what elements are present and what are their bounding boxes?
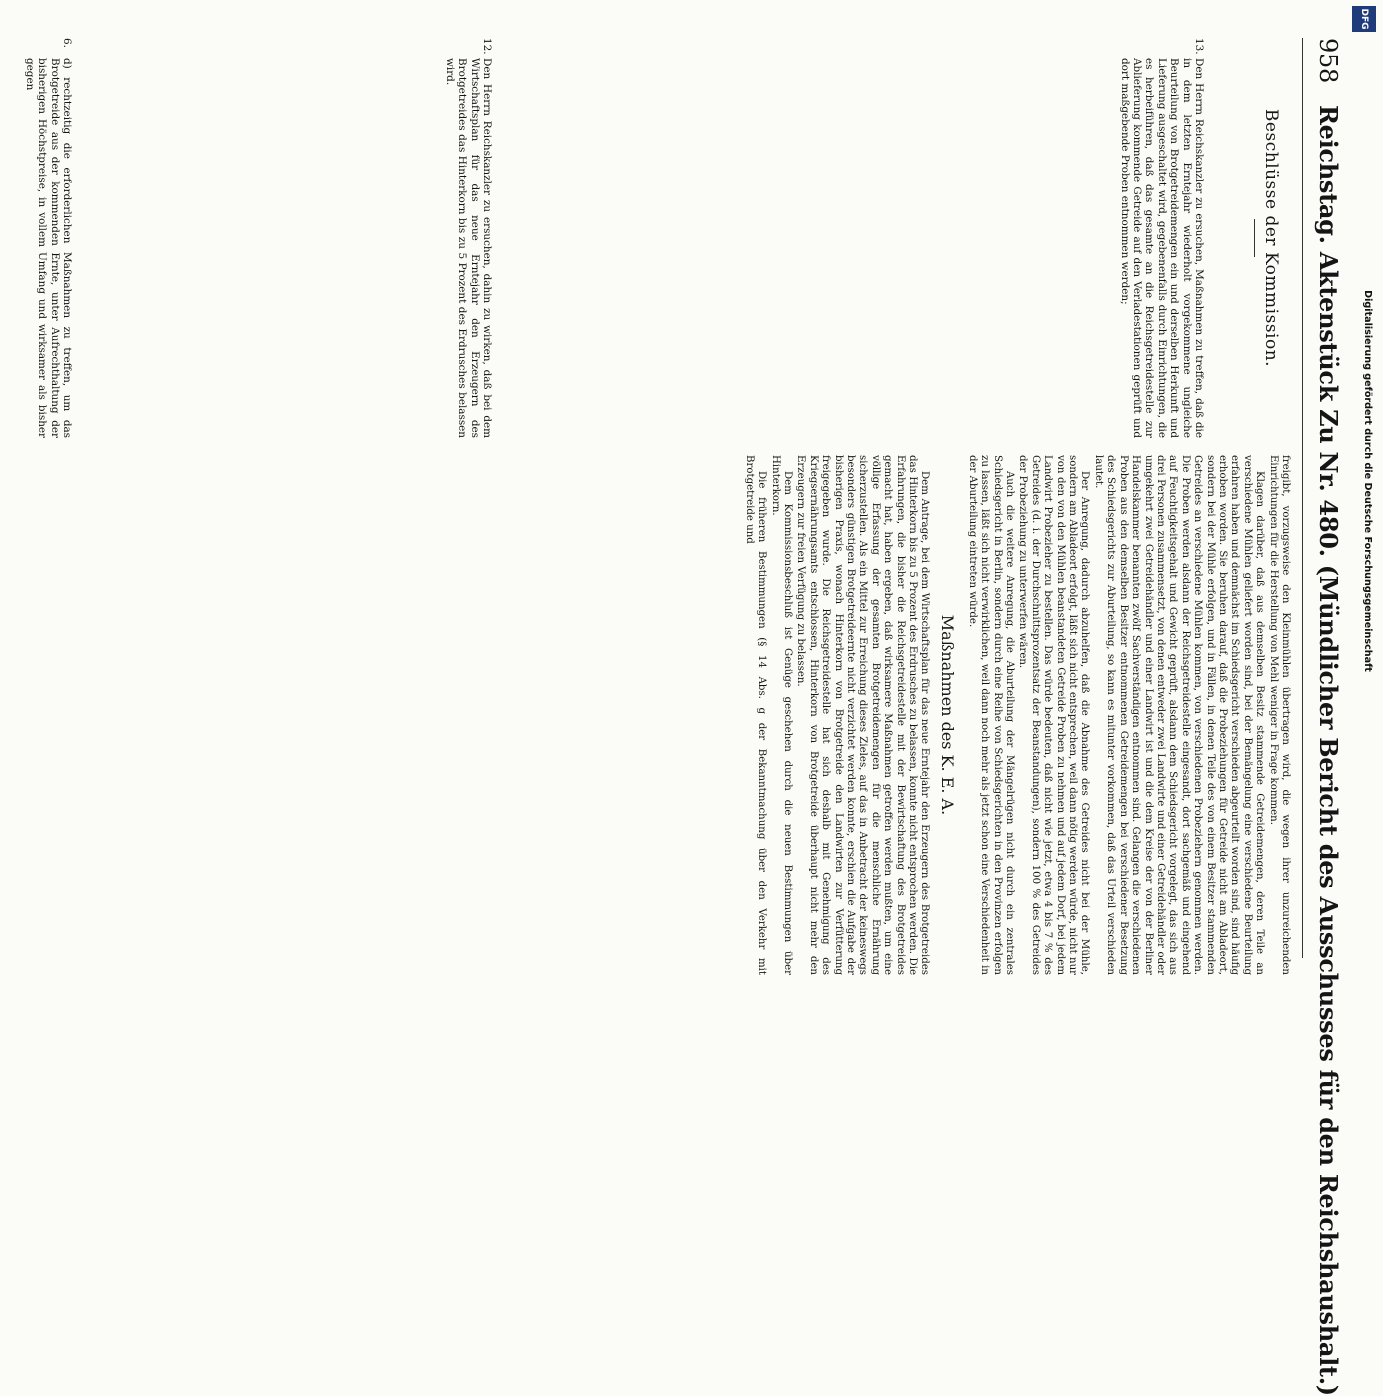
- section-heading: Maßnahmen des K. E. A.: [938, 614, 958, 816]
- page-number: 958: [1314, 38, 1342, 83]
- heading-divider: [1254, 219, 1255, 257]
- dfg-logo-text: DFG: [1359, 8, 1369, 30]
- digitization-strip: [1352, 6, 1376, 994]
- page-header: [1302, 38, 1343, 1396]
- paragraph: Der Anregung, dadurch abzuhelfen, daß die Abnahme des Getreides nicht bei der Mühle, sondern am Abladeort erfolgt, läßt sich nicht entsprechen, weil dann nötig werden würde, nicht nur von den von den Mühlen beanstandeten Getreide Proben zu nehmen und auf jedem Dorf, bei jedem Landwirt Probezieher zu bestellen. Das würde bedeuten, daß nicht wie jetzt, etwa 4 bis 7 % des Getreides (d. i. der Durchschnittsprozentsatz der Beanstandungen), sondern 100 % des Getreides der Probeziehung zu unterwerfen wären.: [1017, 455, 1091, 975]
- resolution-item: [1118, 38, 1205, 438]
- right-column: [11, 455, 1291, 975]
- paragraph: freigibt, vorzugsweise den Kleinmühlen übertragen wird, die wegen ihrer unzureichenden Einrichtungen für die Herstellung von Mehl weniger in Frage kommen.: [1267, 455, 1291, 975]
- paragraph: Auch die weitere Anregung, die Aburteilung der Mängelrügen nicht durch ein zentrales Schiedsgericht in Berlin, sondern durch eine Reihe von Schiedsgerichten in den Provinzen erfolgen zu lassen, läßt sich nicht verwirklichen, weil dann noch mehr als jetzt schon eine Verschiedenheit in der Aburteilung eintreten würde.: [966, 455, 1016, 975]
- item-number: 12.: [481, 38, 493, 55]
- item-text: Den Herrn Reichskanzler zu ersuchen, dahin zu wirken, daß bei dem Wirtschaftsplan für das neue Erntejahr den Erzeugern des Brotgetreides das Hinterkorn bis zu 5 Prozent des Erdrusches belassen wird.: [443, 58, 493, 438]
- paragraph: Dem Kommissionsbeschluß ist Genüge geschehen durch die neuen Bestimmungen über Hinterkorn.: [769, 455, 793, 975]
- item-number: 13.: [1193, 38, 1205, 55]
- item-text: Den Herrn Reichskanzler zu ersuchen, Maßnahmen zu treffen, daß die in dem letzten Erntejahr wiederholt vorgekommene ungleiche Beurteilung von Brotgetreidemengen ein und derselben Herkunft und Lieferung ausgeschaltet wird, gegebenenfalls durch Einrichtungen, die es herbeiführen, daß das gesamte an die Reichsgetreidestelle zur Ablieferung kommende Getreide auf den Verladestationen geprüft und dort maßgebende Proben entnommen werden;: [1118, 58, 1205, 438]
- item-number: 6.: [61, 38, 73, 48]
- left-column: [11, 38, 1291, 438]
- item-text: d) rechtzeitig die erforderlichen Maßnahmen zu treffen, um das Brotgetreide aus der kommenden Ernte, unter Aufrechthaltung der bisherigen Höchstpreise, in vollem Umfang und wirksamer als bisher gegen: [23, 58, 73, 438]
- resolution-item: [443, 38, 493, 438]
- resolution-item: [23, 38, 73, 438]
- page-title: Reichstag. Aktenstück Zu Nr. 480. (Mündlicher Bericht des Ausschusses für den Reichshaushalt.): [1314, 104, 1343, 1396]
- dfg-logo: [1352, 6, 1376, 32]
- paragraph: Klagen darüber, daß aus demselben Besitz stammende Getreidemengen, deren Teile an verschiedene Mühlen geliefert worden sind, bei der Bemängelung eine verschiedene Beurteilung erfahren haben und demnächst im Schiedsgericht verschieden abgeurteilt worden sind, sind häufig erhoben worden. Sie beruhen darauf, daß die Probeziehungen für Getreide nicht am Abladeort, sondern bei der Mühle erfolgen, und in Fällen, in denen Teile des von einem Besitzer stammenden Getreides an verschiedene Mühlen kommen, von verschiedenen Probeziehern genommen werden. Die Proben werden alsdann der Reichsgetreidestelle eingesandt, dort sachgemäß und eingehend auf Feuchtigkeitsgehalt und Gewicht geprüft, alsdann dem Schiedsgericht vorgelegt, das sich aus drei Personen zusammensetzt, von denen entweder zwei Landwirte und einer Getreidehändler oder umgekehrt zwei Getreidehändler und einer Landwirt ist und die dem Kreise der von der Berliner Handelskammer benannten zwölf Sachverständigen entnommen sind. Gelangen die verschiedenen Proben aus den demselben Besitzer entnommenen Getreidemengen bei verschiedener Besetzung des Schiedsgerichts zur Aburteilung, so kann es mitunter vorkommen, daß das Urteil verschieden lautet.: [1092, 455, 1266, 975]
- digitization-note: Digitalisierung gefördert durch die Deutsche Forschungsgemeinschaft: [1362, 290, 1373, 672]
- paragraph: Die früheren Bestimmungen (§ 14 Abs. g der Bekanntmachung über den Verkehr mit Brotgetreide und: [743, 455, 768, 975]
- paragraph: Dem Antrage, bei dem Wirtschaftsplan für das neue Erntejahr den Erzeugern des Brotgetreides das Hinterkorn bis zu 5 Prozent des Erdrusches zu belassen, konnte nicht entsprochen werden. Die Erfahrungen, die bisher die Reichsgetreidestelle mit der Bewirtschaftung des Brotgetreides gemacht hat, haben ergeben, daß wirksamere Maßnahmen getroffen werden mußten, um eine völlige Erfassung der gesamten Brotgetreidemengen für die menschliche Ernährung sicherzustellen. Als ein Mittel zur Erreichung dieses Zieles, auf das in Anbetracht der keineswegs besonders günstigen Brotgetreideernte nicht verzichtet werden konnte, erschien die Aufgabe der bisherigen Praxis, wonach Hinterkorn von Brotgetreide den Landwirten zur Verfütterung freigegeben wurde. Die Reichsgetreidestelle hat sich deshalb mit Genehmigung des Kriegsernährungsamts entschlossen, Hinterkorn von Brotgetreide überhaupt nicht mehr den Erzeugern zur freien Verfügung zu belassen.: [795, 455, 931, 975]
- left-column-heading: Beschlüsse der Kommission.: [1261, 108, 1281, 368]
